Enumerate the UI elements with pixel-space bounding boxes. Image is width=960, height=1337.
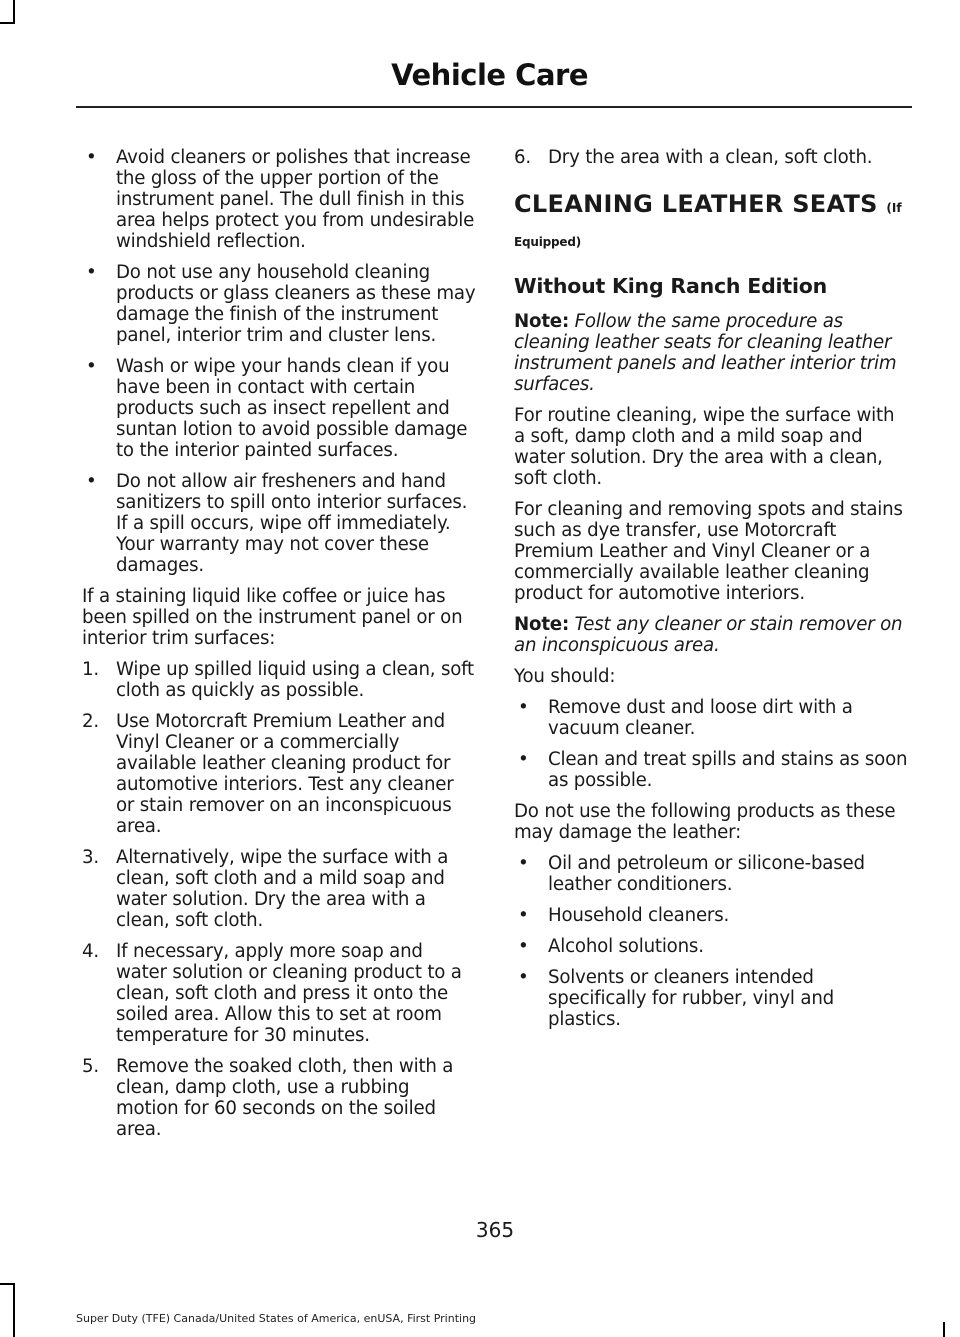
list-item [82, 262, 477, 346]
paragraph: For routine cleaning, wipe the surface with a soft, damp cloth and a mild soap and water solution. Dry the area with a clean, soft cloth. [514, 405, 895, 489]
bullet-mark: • [518, 967, 529, 988]
bullet-mark: • [518, 905, 529, 926]
list-item [514, 905, 910, 926]
list-item [82, 147, 477, 252]
step-number: 4. [82, 941, 99, 962]
crop-mark-top-left-horizontal [0, 22, 15, 24]
section-heading [514, 190, 910, 222]
bullet-mark: • [518, 697, 529, 718]
step-number: 5. [82, 1056, 99, 1077]
bullet-mark: • [86, 147, 97, 168]
paragraph: For cleaning and removing spots and stains such as dye transfer, use Motorcraft Premium Leather and Vinyl Cleaner or a commercially available leather cleaning product for automotive interiors. [514, 499, 903, 604]
list-item-text: Solvents or cleaners intended specifically for rubber, vinyl and plastics. [548, 967, 834, 1030]
footer-text: Super Duty (TFE) Canada/United States of America, enUSA, First Printing [76, 1312, 477, 1325]
note-label: Note: [514, 311, 570, 332]
note-text: Follow the same procedure as cleaning leather seats for cleaning leather instrument panels and leather interior trim surfaces. [514, 311, 897, 395]
crop-mark-top-left-vertical [13, 0, 15, 22]
list-item-text: Clean and treat spills and stains as soon as possible. [548, 749, 908, 791]
crop-mark-bottom-left-vertical [13, 1283, 15, 1337]
left-column [82, 147, 477, 1150]
note [514, 614, 910, 656]
section-heading-continuation: Equipped) [514, 235, 582, 249]
step-text: Wipe up spilled liquid using a clean, soft cloth as quickly as possible. [116, 659, 474, 701]
list-item [514, 936, 910, 957]
intro-paragraph: If a staining liquid like coffee or juice has been spilled on the instrument panel or on interior trim surfaces: [82, 586, 463, 649]
note [514, 311, 910, 395]
list-item-text: Wash or wipe your hands clean if you have been in contact with certain products such as insect repellent and suntan lotion to avoid possible damage to the interior painted surfaces. [116, 356, 468, 461]
note-label: Note: [514, 614, 570, 635]
step-number: 3. [82, 847, 99, 868]
step-text: Use Motorcraft Premium Leather and Vinyl Cleaner or a commercially available leather cleaning product for automotive interiors. Test any cleaner or stain remover on an inconspicuous area. [116, 711, 454, 837]
header-rule [76, 106, 912, 108]
list-item-text: Remove dust and loose dirt with a vacuum cleaner. [548, 697, 853, 739]
step-number: 2. [82, 711, 99, 732]
list-item [514, 967, 910, 1030]
step-item [82, 941, 477, 1046]
step-text: Dry the area with a clean, soft cloth. [548, 147, 873, 168]
step-text: If necessary, apply more soap and water solution or cleaning product to a clean, soft cloth and press it onto the soiled area. Allow this to set at room temperature for 30 minutes. [116, 941, 462, 1046]
bullet-mark: • [518, 853, 529, 874]
step-number: 6. [514, 147, 531, 168]
section-heading-suffix: (If [886, 201, 902, 215]
step-item [514, 147, 910, 168]
paragraph: You should: [514, 666, 616, 687]
step-text: Remove the soaked cloth, then with a clean, damp cloth, use a rubbing motion for 60 seconds on the soiled area. [116, 1056, 454, 1140]
list-item [514, 853, 910, 895]
step-number: 1. [82, 659, 99, 680]
step-item [82, 847, 477, 931]
right-column [514, 147, 910, 1040]
bullet-mark: • [86, 471, 97, 492]
list-item [82, 356, 477, 461]
crop-mark-bottom-left-horizontal [0, 1283, 15, 1285]
step-item [82, 1056, 477, 1140]
list-item-text: Alcohol solutions. [548, 936, 704, 957]
bullet-mark: • [518, 936, 529, 957]
step-item [82, 711, 477, 837]
step-text: Alternatively, wipe the surface with a clean, soft cloth and a mild soap and water solution. Dry the area with a clean, soft cloth. [116, 847, 449, 931]
list-item [514, 749, 910, 791]
list-item-text: Do not allow air fresheners and hand sanitizers to spill onto interior surfaces. If a spill occurs, wipe off immediately. Your warranty may not cover these damages. [116, 471, 468, 576]
section-heading-text: CLEANING LEATHER SEATS [514, 190, 878, 218]
note-text: Test any cleaner or stain remover on an inconspicuous area. [514, 614, 903, 656]
page-title: Vehicle Care [391, 58, 588, 92]
bullet-mark: • [86, 356, 97, 377]
bullet-mark: • [86, 262, 97, 283]
list-item-text: Household cleaners. [548, 905, 730, 926]
subheading: Without King Ranch Edition [514, 274, 828, 298]
crop-mark-bottom-right [943, 1322, 945, 1337]
list-item [514, 697, 910, 739]
page-number: 365 [475, 1218, 515, 1242]
bullet-mark: • [518, 749, 529, 770]
list-item [82, 471, 477, 576]
step-item [82, 659, 477, 701]
paragraph: Do not use the following products as these may damage the leather: [514, 801, 896, 843]
list-item-text: Oil and petroleum or silicone-based leather conditioners. [548, 853, 865, 895]
list-item-text: Do not use any household cleaning products or glass cleaners as these may damage the finish of the instrument panel, interior trim and cluster lens. [116, 262, 476, 346]
list-item-text: Avoid cleaners or polishes that increase the gloss of the upper portion of the instrument panel. The dull finish in this area helps protect you from undesirable windshield reflection. [116, 147, 475, 252]
